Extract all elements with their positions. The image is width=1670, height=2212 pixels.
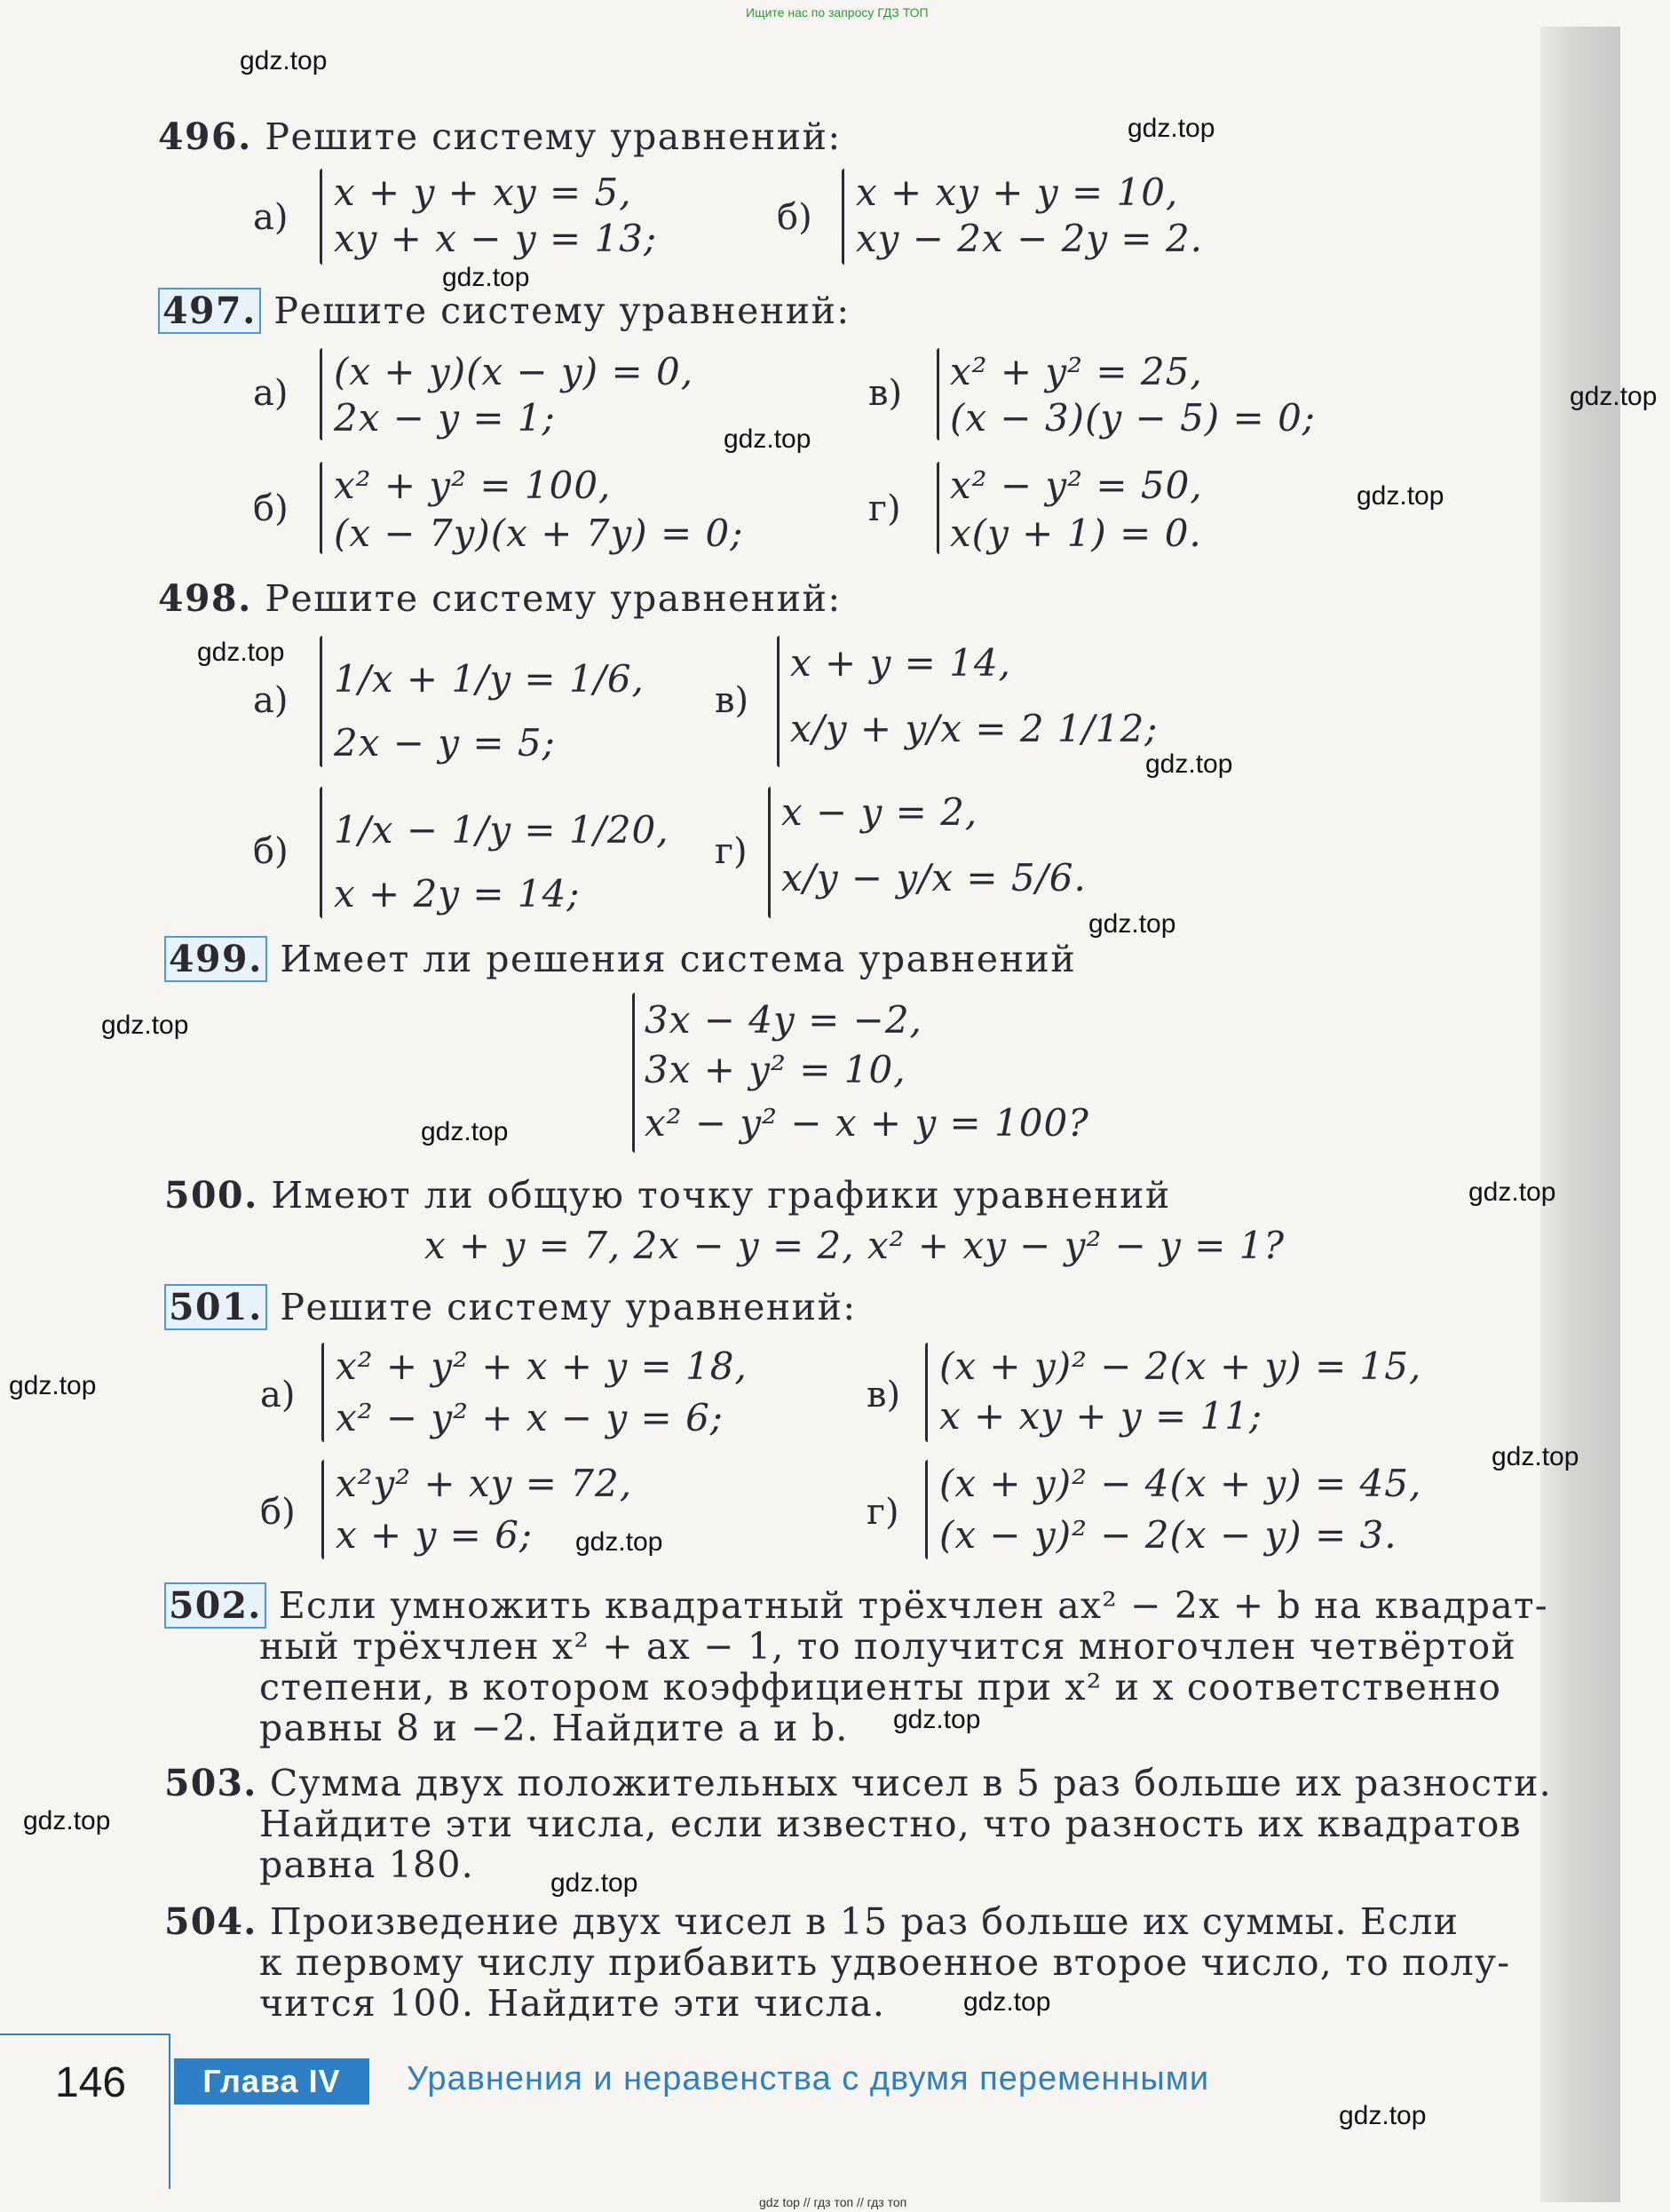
watermark: gdz.top: [1570, 382, 1658, 411]
label-a: а): [260, 1375, 296, 1415]
equation: 3x + y² = 10,: [645, 1048, 906, 1091]
watermark: gdz.top: [1492, 1442, 1579, 1471]
problem-502-line-1: [164, 1584, 1548, 1627]
problem-502-text: Если умножить квадратный трёхчлен ax² − 2x + b на квадрат-: [278, 1584, 1548, 1627]
chapter-badge: Глава IV: [174, 2058, 369, 2105]
system-brace: [842, 169, 844, 265]
page-edge-shadow: [1540, 27, 1620, 2202]
label-b: б): [260, 1492, 296, 1533]
equation: x² + y² = 100,: [334, 464, 612, 507]
problem-503-line-2: Найдите эти числа, если известно, что разность их квадратов: [259, 1803, 1522, 1845]
watermark: gdz.top: [1339, 2101, 1427, 2130]
equation: x(y + 1) = 0.: [950, 511, 1202, 555]
page-number: 146: [55, 2059, 127, 2106]
system-brace: [632, 993, 635, 1153]
problem-502-line-4: равны 8 и −2. Найдите a и b.: [259, 1707, 849, 1749]
problem-504-text: Произведение двух чисел в 15 раз больше их суммы. Если: [269, 1900, 1460, 1943]
equation: x + xy + y = 10,: [856, 170, 1179, 214]
equation: (x − y)² − 2(x − y) = 3.: [939, 1513, 1397, 1557]
system-brace: [321, 1460, 324, 1559]
watermark: gdz.top: [9, 1371, 97, 1400]
equation: (x + y)² − 4(x + y) = 45,: [939, 1462, 1422, 1505]
equation: x² − y² − x + y = 100?: [645, 1101, 1089, 1145]
watermark: gdz.top: [724, 424, 811, 454]
problem-498-number: 498.: [158, 577, 252, 620]
problem-496-text: Решите систему уравнений:: [265, 115, 842, 158]
system-brace: [321, 1343, 324, 1442]
problem-503-line-1: [164, 1762, 1552, 1804]
watermark: gdz.top: [1088, 909, 1176, 939]
equation: x² − y² + x − y = 6;: [336, 1396, 724, 1439]
equation: x + y + xy = 5,: [334, 170, 632, 214]
watermark: gdz.top: [421, 1117, 509, 1146]
problem-503-text: Сумма двух положительных чисел в 5 раз больше их разности.: [269, 1762, 1552, 1804]
label-v: в): [715, 680, 749, 721]
bottom-note: gdz top // гдз топ // гдз топ: [759, 2195, 907, 2209]
watermark: gdz.top: [550, 1868, 638, 1898]
equation: x − y = 2,: [781, 790, 978, 834]
equation: 2x − y = 5;: [334, 721, 556, 765]
system-brace: [320, 462, 322, 554]
label-a: а): [253, 680, 289, 721]
equation: x + y = 6;: [336, 1513, 534, 1557]
equation: (x − 3)(y − 5) = 0;: [950, 396, 1316, 440]
watermark: gdz.top: [240, 46, 328, 75]
system-brace: [320, 348, 322, 440]
equation: 1/x − 1/y = 1/20,: [334, 808, 669, 852]
watermark: gdz.top: [1357, 481, 1444, 511]
problem-500-header: [164, 1174, 1171, 1217]
problem-502-line-3: степени, в котором коэффициенты при x² и x соответственно: [259, 1666, 1502, 1709]
equation: x² − y² = 50,: [950, 464, 1203, 507]
problem-501-number: 501.: [164, 1284, 267, 1330]
label-a: а): [253, 373, 289, 414]
problem-498-text: Решите систему уравнений:: [265, 577, 842, 620]
watermark: gdz.top: [1468, 1177, 1556, 1207]
equation: (x − 7y)(x + 7y) = 0;: [334, 511, 744, 555]
equation: x + y = 14,: [790, 641, 1011, 685]
top-note: Ищите нас по запросу ГДЗ ТОП: [746, 5, 929, 20]
system-brace: [925, 1343, 928, 1442]
problem-501-header: [164, 1286, 857, 1328]
problem-500-number: 500.: [164, 1174, 258, 1217]
label-v: в): [868, 373, 903, 414]
watermark: gdz.top: [101, 1011, 189, 1040]
chapter-title: Уравнения и неравенства с двумя переменными: [407, 2060, 1210, 2097]
problem-503-number: 503.: [164, 1762, 257, 1804]
problem-497-header: [158, 289, 851, 332]
margin-line: [0, 2034, 170, 2035]
equation: 1/x + 1/y = 1/6,: [334, 657, 645, 701]
equation: x² + y² + x + y = 18,: [336, 1344, 748, 1388]
problem-497-number: 497.: [158, 288, 261, 334]
system-brace: [937, 462, 939, 554]
problem-504-line-2: к первому числу прибавить удвоенное второе число, то полу-: [259, 1941, 1511, 1984]
problem-499-header: [164, 938, 1076, 980]
equation: x²y² + xy = 72,: [336, 1462, 633, 1505]
problem-503-line-3: равна 180.: [259, 1843, 474, 1886]
label-g: г): [715, 831, 748, 872]
equation: x + xy + y = 11;: [939, 1394, 1263, 1438]
system-brace: [925, 1460, 928, 1559]
equation: x + y = 7, 2x − y = 2, x² + xy − y² − y = 1?: [424, 1224, 1286, 1267]
equation: x/y + y/x = 2 1/12;: [790, 707, 1159, 750]
problem-499-text: Имеет ли решения система уравнений: [280, 938, 1077, 980]
system-brace: [320, 787, 322, 918]
problem-502-number: 502.: [164, 1582, 266, 1629]
watermark: gdz.top: [442, 263, 530, 292]
equation: x + 2y = 14;: [334, 872, 581, 916]
problem-504-line-1: [164, 1900, 1459, 1943]
label-g: г): [868, 488, 901, 529]
system-brace: [777, 636, 780, 767]
problem-504-line-3: чится 100. Найдите эти числа.: [259, 1982, 886, 2025]
watermark: gdz.top: [893, 1705, 981, 1734]
problem-501-text: Решите систему уравнений:: [280, 1286, 857, 1328]
equation: xy − 2x − 2y = 2.: [856, 217, 1204, 260]
problem-498-header: [158, 577, 842, 620]
equation: (x + y)(x − y) = 0,: [334, 350, 694, 393]
label-b: б): [777, 197, 812, 238]
problem-499-number: 499.: [164, 936, 267, 982]
watermark: gdz.top: [1145, 749, 1233, 779]
equation: (x + y)² − 2(x + y) = 15,: [939, 1344, 1422, 1388]
watermark: gdz.top: [1128, 114, 1215, 143]
equation: x/y − y/x = 5/6.: [781, 856, 1087, 900]
problem-497-text: Решите систему уравнений:: [273, 289, 851, 332]
label-b: б): [253, 831, 289, 872]
equation: 3x − 4y = −2,: [645, 998, 922, 1042]
watermark: gdz.top: [575, 1527, 663, 1557]
label-a: а): [253, 197, 289, 238]
problem-496-number: 496.: [158, 115, 252, 158]
problem-500-text: Имеют ли общую точку графики уравнений: [271, 1174, 1171, 1217]
problem-496-header: [158, 115, 842, 158]
watermark: gdz.top: [197, 638, 285, 667]
watermark: gdz.top: [23, 1806, 111, 1835]
problem-502-line-2: ный трёхчлен x² + ax − 1, то получится многочлен четвёртой: [259, 1625, 1516, 1668]
equation: 2x − y = 1;: [334, 396, 556, 440]
equation: xy + x − y = 13;: [334, 217, 658, 260]
label-v: в): [867, 1375, 901, 1415]
system-brace: [768, 787, 771, 918]
label-g: г): [867, 1492, 899, 1533]
problem-504-number: 504.: [164, 1900, 257, 1943]
watermark: gdz.top: [963, 1987, 1051, 2017]
label-b: б): [253, 488, 289, 529]
system-brace: [937, 348, 939, 440]
margin-line: [169, 2034, 170, 2189]
equation: x² + y² = 25,: [950, 350, 1203, 393]
system-brace: [320, 169, 322, 265]
system-brace: [320, 636, 322, 767]
